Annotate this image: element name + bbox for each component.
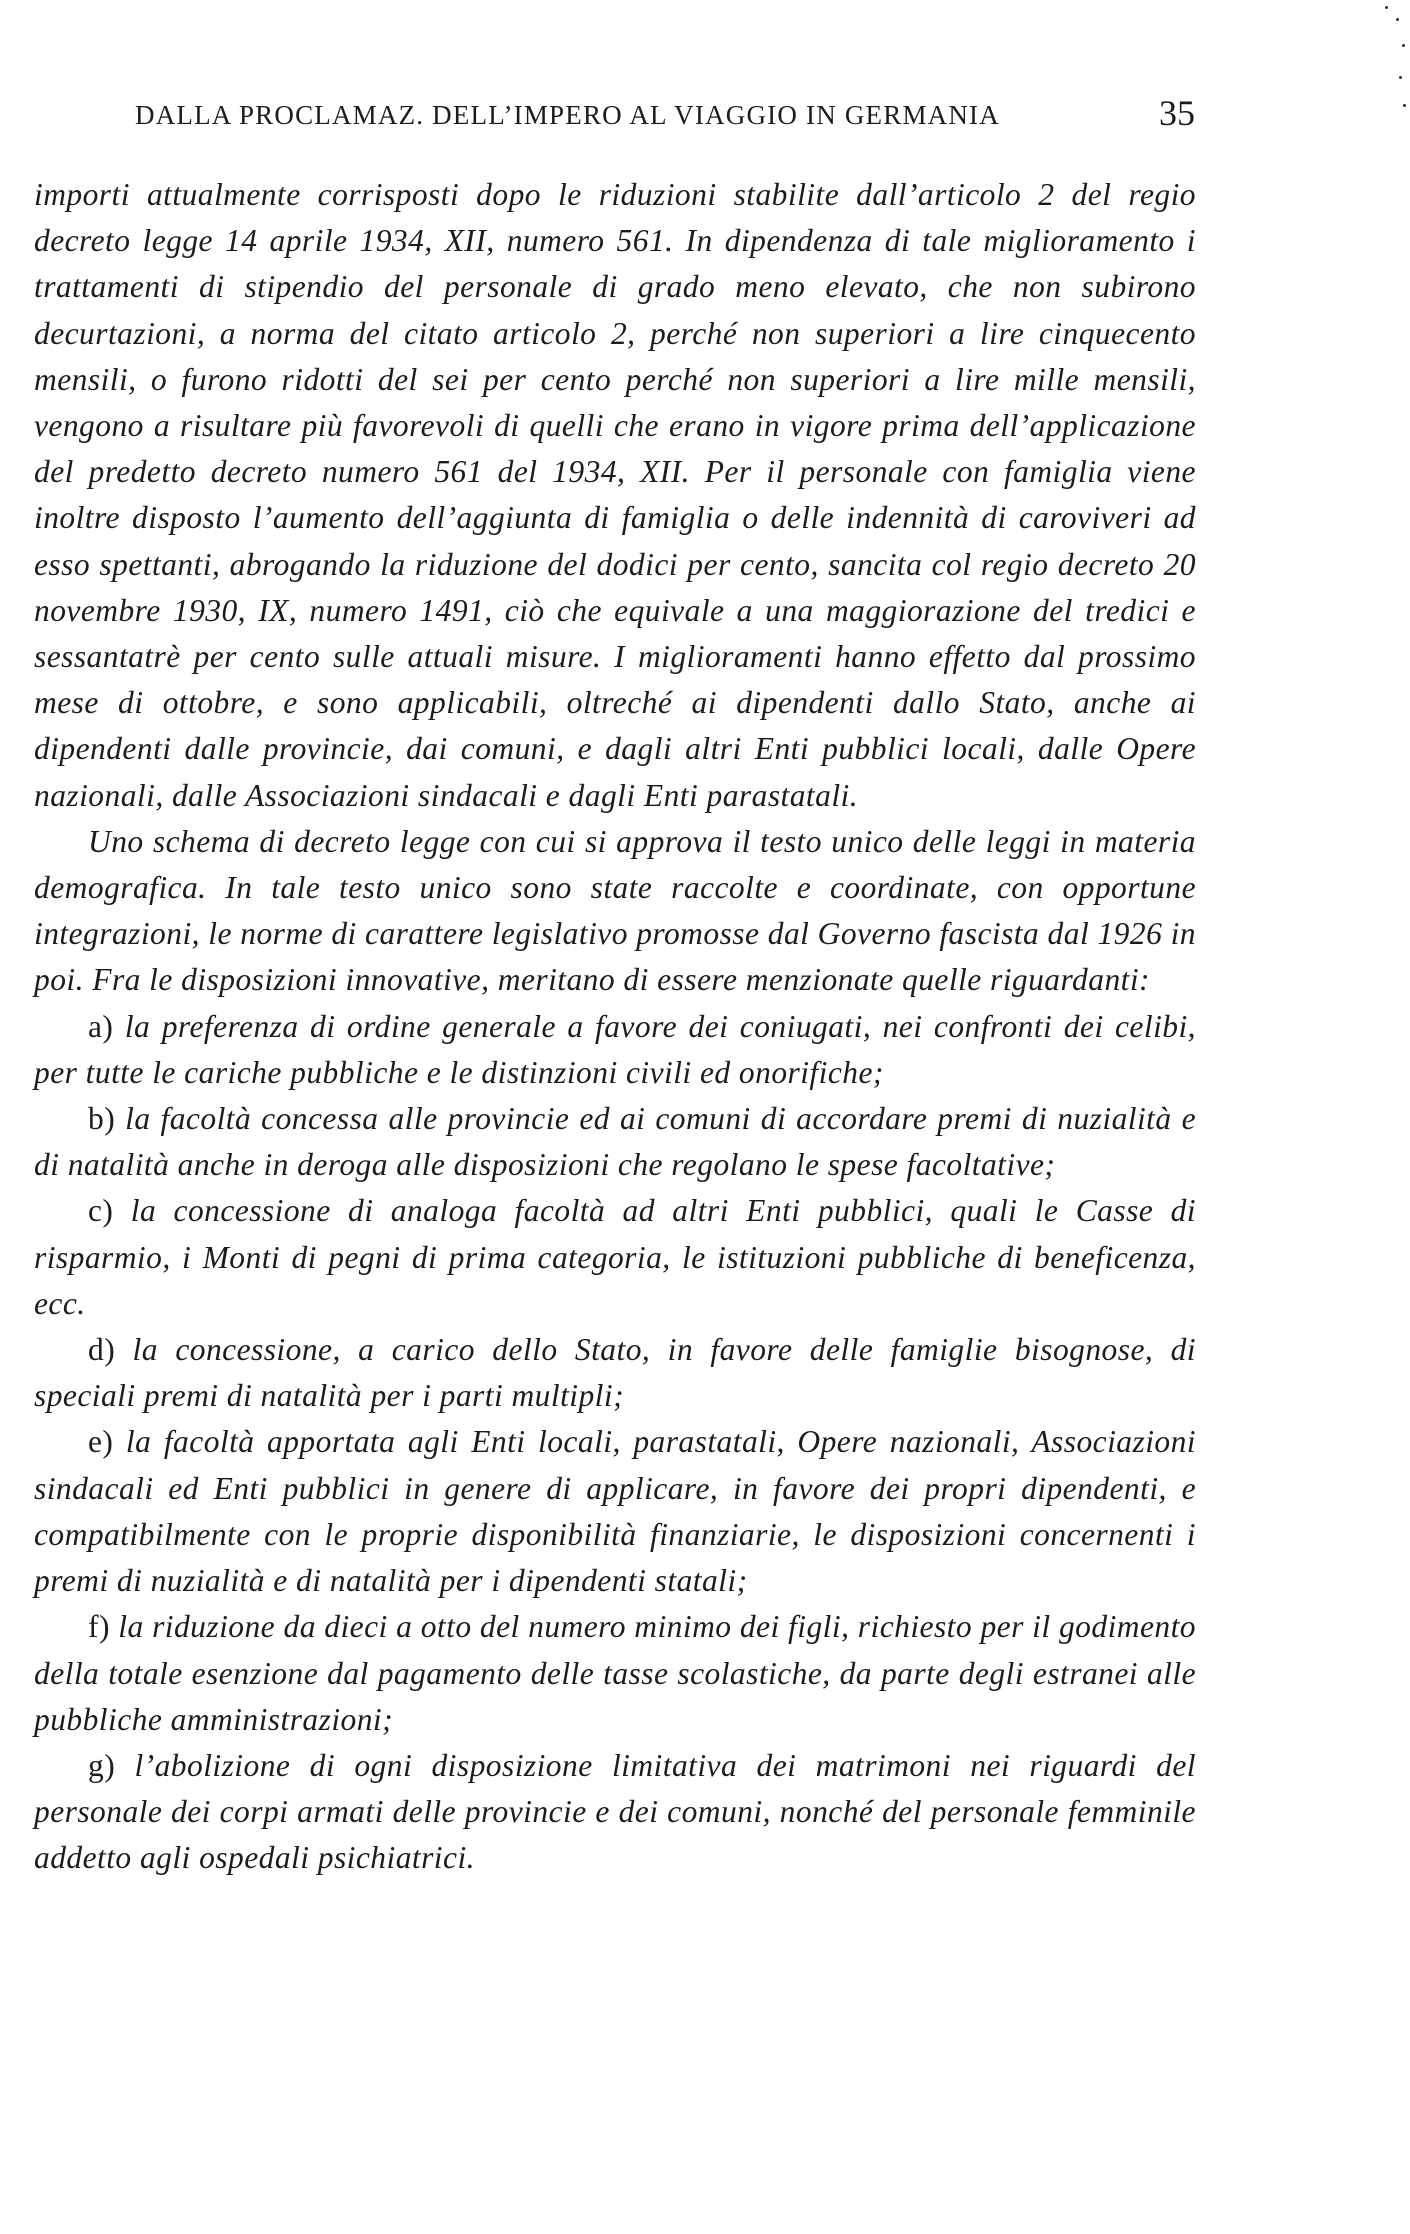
- paragraph-salary-improvements: importi attualmente corrisposti dopo le riduzioni stabilite dall’articolo 2 del regio decreto legge 14 aprile 1934, XII, numero 561. In dipendenza di tale miglioramento i trattamenti di stipendio del personale di grado meno elevato, che non subirono decurtazioni, a norma del citato articolo 2, perché non superiori a lire cinquecento mensili, o furono ridotti del sei per cento perché non superiori a lire mille mensili, vengono a risultare più favorevoli di quelli che erano in vigore prima dell’applicazione del predetto decreto numero 561 del 1934, XII. Per il personale con famiglia viene inoltre disposto l’aumento dell’aggiunta di famiglia o delle indennità di caroviveri ad esso spettanti, abrogando la riduzione del dodici per cento, sancita col regio decreto 20 novembre 1930, IX, numero 1491, ciò che equivale a una maggiorazione del tredici e sessantatrè per cento sulle attuali misure. I miglioramenti hanno effetto dal prossimo mese di ottobre, e sono applicabili, oltreché ai dipendenti dallo Stato, anche ai dipendenti dalle provincie, dai comuni, e dagli altri Enti pubblici locali, dalle Opere nazionali, dalle Associazioni sindacali e dagli Enti parastatali.: [34, 177, 1196, 813]
- scan-speck: [1396, 18, 1399, 21]
- paragraph-demographic-law: Uno schema di decreto legge con cui si approva il testo unico delle leggi in materia demografica. In tale testo unico sono state raccolte e coordinate, con opportune integrazioni, le norme di carattere legislativo promosse dal Governo fascista dal 1926 in poi. Fra le disposizioni innovative, meritano di essere menzionate quelle riguardanti:: [34, 823, 1196, 998]
- list-item-c: [34, 1188, 1196, 1327]
- item-letter: c): [88, 1193, 114, 1229]
- list-item-a: [34, 1004, 1196, 1096]
- running-header: [135, 92, 1195, 142]
- item-text: la facoltà apportata agli Enti locali, parastatali, Opere nazionali, Associazioni sindacali ed Enti pubblici in genere di applicare, in favore dei propri dipendenti, e compatibilmente con le proprie disponibilità finanziarie, le disposizioni concernenti i premi di nuzialità e di natalità per i dipendenti statali;: [34, 1424, 1196, 1599]
- item-text: la facoltà concessa alle provincie ed ai comuni di accordare premi di nuzialità e di natalità anche in deroga alle disposizioni che regolano le spese facoltative;: [34, 1101, 1197, 1183]
- item-letter: a): [88, 1008, 114, 1044]
- item-text: la concessione di analoga facoltà ad altri Enti pubblici, quali le Casse di risparmio, i Monti di pegni di prima categoria, le istituzioni pubbliche di beneficenza, ecc.: [34, 1193, 1196, 1321]
- scan-speck: [1402, 44, 1405, 47]
- item-letter: f): [88, 1609, 110, 1645]
- item-letter: b): [88, 1101, 116, 1137]
- item-text: la riduzione da dieci a otto del numero minimo dei figli, richiesto per il godimento della totale esenzione dal pagamento delle tasse scolastiche, da parte degli estranei alle pubbliche amministrazioni;: [34, 1609, 1196, 1737]
- list-item-g: [34, 1743, 1196, 1882]
- item-letter: d): [88, 1332, 116, 1368]
- list-item-f: [34, 1604, 1196, 1743]
- text-body: [34, 172, 1196, 1882]
- scan-speck: [1403, 104, 1406, 107]
- item-text: la preferenza di ordine generale a favore dei coniugati, nei confronti dei celibi, per tutte le cariche pubbliche e le distinzioni civili ed onorifiche;: [34, 1008, 1196, 1090]
- list-item-b: [34, 1096, 1196, 1188]
- item-letter: e): [88, 1424, 114, 1460]
- scan-speck: [1399, 76, 1402, 79]
- page-number: 35: [1159, 93, 1195, 133]
- scan-speck: [1385, 6, 1388, 9]
- running-title: DALLA PROCLAMAZ. DELL’IMPERO AL VIAGGIO IN GERMANIA: [135, 100, 1000, 130]
- item-text: la concessione, a carico dello Stato, in favore delle famiglie bisognose, di speciali premi di natalità per i parti multipli;: [34, 1332, 1196, 1414]
- list-item-d: [34, 1327, 1196, 1419]
- list-item-e: [34, 1419, 1196, 1604]
- item-text: l’abolizione di ogni disposizione limitativa dei matrimoni nei riguardi del personale dei corpi armati delle provincie e dei comuni, nonché del personale femminile addetto agli ospedali psichiatrici.: [34, 1747, 1196, 1876]
- item-letter: g): [88, 1747, 116, 1783]
